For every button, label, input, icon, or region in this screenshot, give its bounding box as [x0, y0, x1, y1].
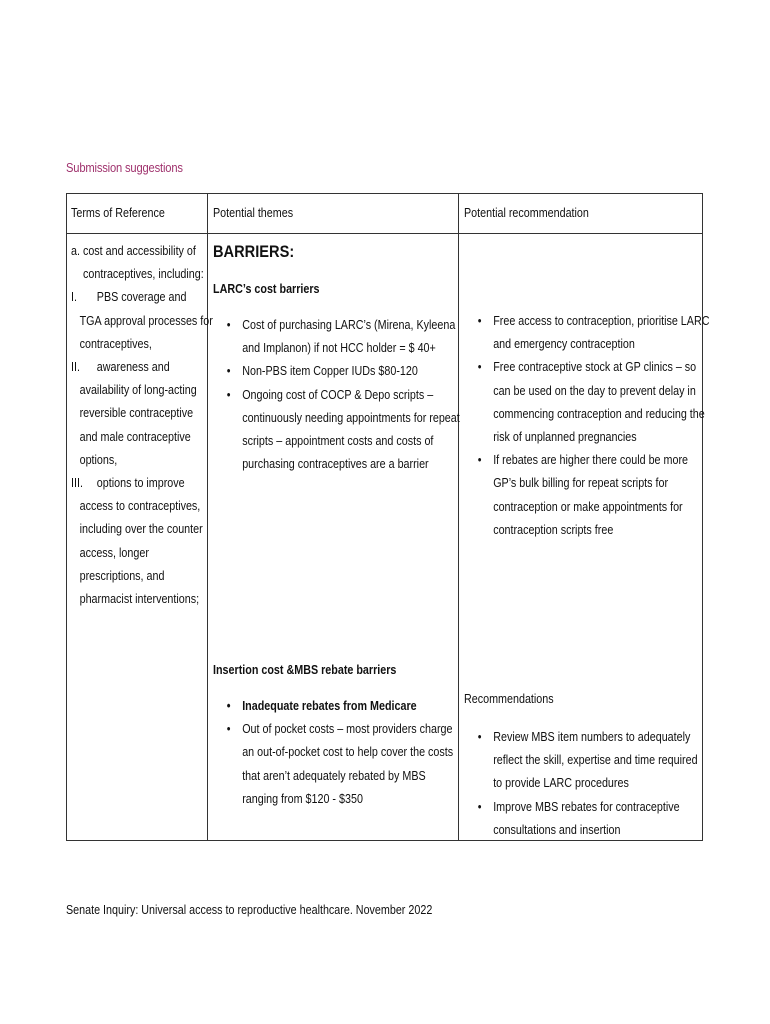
rec-2-line-1: • Free contraceptive stock at GP clinics – so	[493, 360, 697, 375]
list-item	[225, 314, 460, 360]
list-item	[476, 726, 698, 796]
larc-barrier-3-line-3: scripts – appointment costs and costs of	[242, 434, 434, 449]
rec-3-line-2: GP’s bulk billing for repeat scripts for	[493, 476, 669, 491]
mbs-rec-2-line-2: consultations and insertion	[493, 822, 621, 837]
tor-item-1-first: PBS coverage and	[96, 290, 187, 305]
tor-item-3-num: III.	[71, 476, 83, 491]
larc-barrier-3-line-4: purchasing contraceptives are a barrier	[242, 457, 429, 472]
list-item	[476, 449, 709, 542]
tor-item-1-line-2: TGA approval processes for	[79, 313, 213, 328]
rec-3-line-3: contraception or make appointments for	[493, 499, 683, 514]
insertion-barrier-2-line-1: • Out of pocket costs – most providers charge	[242, 722, 453, 737]
list-item	[225, 360, 460, 383]
rec-1-line-1: • Free access to contraception, prioritise LARC	[493, 314, 710, 328]
rec-2-line-3: commencing contraception and reducing the	[493, 406, 705, 421]
tor-item-2-line-3: reversible contraceptive	[79, 406, 194, 421]
insertion-barriers-list	[225, 695, 453, 811]
larc-recommendations-list	[476, 310, 709, 542]
list-item	[225, 384, 460, 477]
insertion-barrier-2-line-4: ranging from $120 - $350	[242, 791, 363, 806]
insertion-cost-heading: Insertion cost &MBS rebate barriers	[213, 663, 397, 677]
rec-2-line-2: can be used on the day to prevent delay in	[493, 383, 696, 398]
tor-item-1-num: I.	[71, 290, 77, 305]
tor-item-2-line-4: and male contraceptive	[79, 429, 191, 444]
recommendations-heading: Recommendations	[464, 692, 554, 706]
tor-item-3	[71, 472, 213, 495]
tor-item-2-first: awareness and	[96, 360, 170, 375]
mbs-rec-2-line-1: • Improve MBS rebates for contraceptive	[493, 799, 680, 814]
tor-item-3-line-2: access to contraceptives,	[79, 499, 201, 514]
tor-item-2	[71, 356, 213, 379]
tor-item-3-line-4: access, longer	[79, 545, 149, 560]
larc-barrier-1-line-1: • Cost of purchasing LARC’s (Mirena, Kyleena	[242, 318, 456, 332]
tor-item-2-line-5: options,	[79, 452, 118, 467]
list-item	[225, 718, 453, 811]
mbs-rec-1-line-2: reflect the skill, expertise and time required	[493, 753, 698, 768]
insertion-barrier-2-line-2: an out-of-pocket cost to help cover the costs	[242, 745, 454, 760]
larc-barrier-1-line-2: and Implanon) if not HCC holder = $ 40+	[242, 341, 436, 356]
rec-1-line-2: and emergency contraception	[493, 337, 635, 352]
mbs-rec-1-line-3: to provide LARC procedures	[493, 776, 629, 791]
list-item	[476, 356, 709, 449]
insertion-barrier-1-line-1: • Inadequate rebates from Medicare	[242, 699, 417, 713]
tor-item-3-first: options to improve	[96, 476, 185, 491]
header-row-divider	[67, 233, 702, 234]
tor-item-2-num: II.	[71, 360, 80, 375]
insertion-barrier-2-line-3: that aren’t adequately rebated by MBS	[242, 768, 426, 783]
larc-barriers-list	[225, 314, 460, 476]
column-divider-2	[458, 194, 459, 840]
mbs-rec-1-line-1: • Review MBS item numbers to adequately	[493, 730, 691, 744]
page-footer: Senate Inquiry: Universal access to reproductive healthcare. November 2022	[66, 903, 433, 917]
page-heading: Submission suggestions	[66, 160, 183, 175]
list-item	[476, 796, 698, 842]
list-item	[476, 310, 709, 356]
submission-table	[66, 193, 710, 841]
rec-3-line-1: • If rebates are higher there could be more	[493, 453, 689, 468]
list-item	[225, 695, 453, 718]
barriers-title: BARRIERS:	[213, 242, 295, 261]
tor-intro-line-2: contraceptives, including:	[83, 267, 204, 282]
header-terms-of-reference: Terms of Reference	[71, 206, 165, 220]
tor-item-1	[71, 286, 213, 309]
tor-item-1-line-3: contraceptives,	[79, 336, 152, 351]
mbs-recommendations-list	[476, 726, 698, 842]
rec-2-line-4: risk of unplanned pregnancies	[493, 430, 637, 445]
larc-barrier-3-line-1: • Ongoing cost of COCP & Depo scripts –	[242, 387, 434, 402]
larc-barrier-2-line-1: • Non-PBS item Copper IUDs $80-120	[242, 364, 418, 379]
header-potential-recommendation: Potential recommendation	[464, 206, 589, 220]
terms-of-reference-cell	[71, 240, 213, 611]
larc-cost-barriers-heading: LARC’s cost barriers	[213, 282, 320, 296]
rec-3-line-4: contraception scripts free	[493, 522, 614, 537]
larc-barrier-3-line-2: continuously needing appointments for repeat	[242, 410, 460, 425]
tor-item-2-line-2: availability of long-acting	[79, 383, 197, 398]
tor-item-3-line-5: prescriptions, and	[79, 568, 165, 583]
header-potential-themes: Potential themes	[213, 206, 294, 220]
tor-intro-line-1: a. cost and accessibility of	[71, 244, 196, 258]
tor-item-3-line-6: pharmacist interventions;	[79, 592, 200, 607]
tor-item-3-line-3: including over the counter	[79, 522, 203, 537]
